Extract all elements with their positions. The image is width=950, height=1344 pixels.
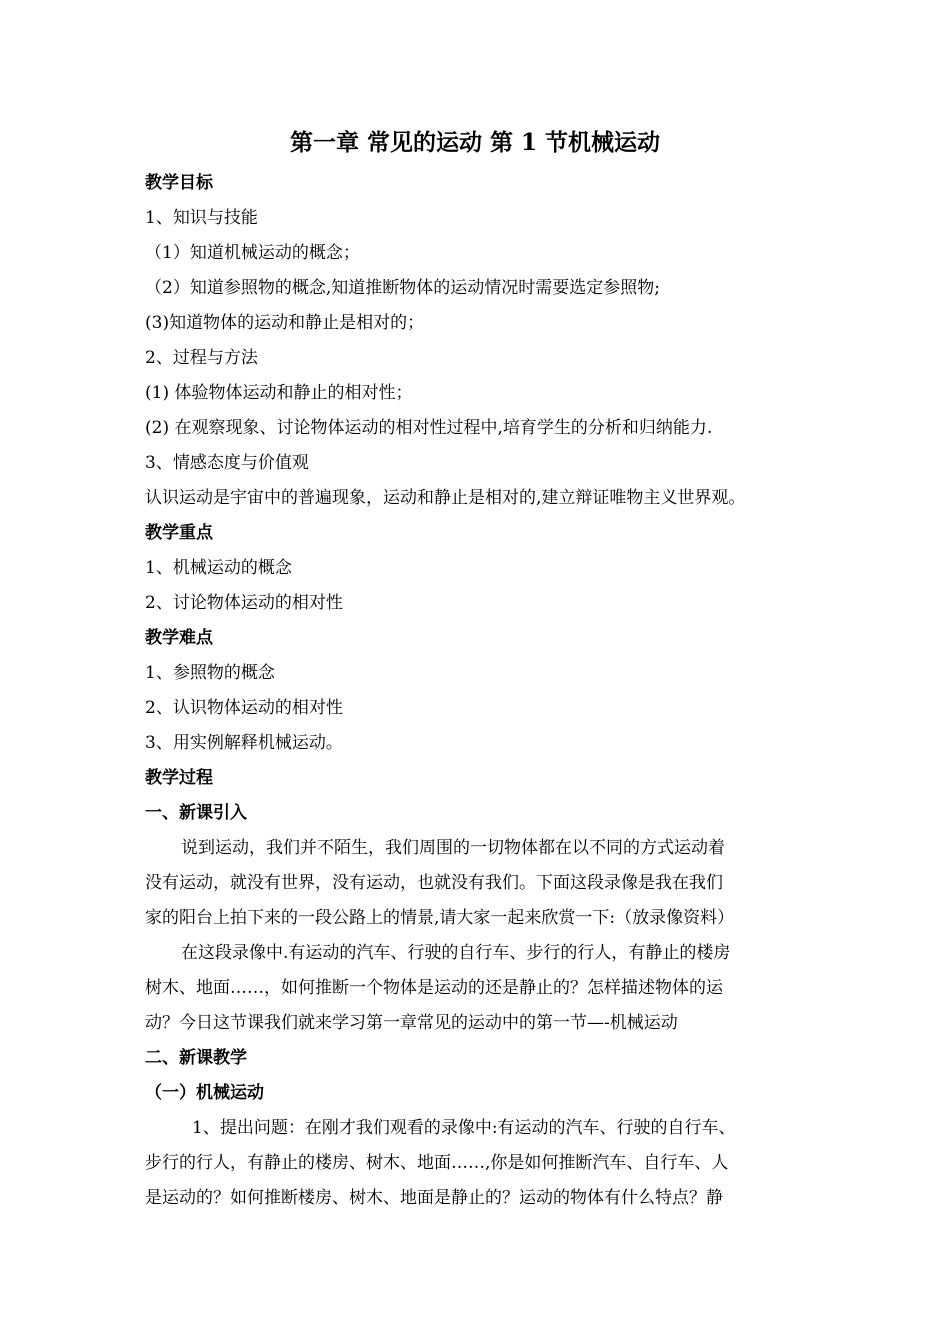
section-heading: 教学过程 — [145, 768, 213, 788]
paragraph-line: （1）知道机械运动的概念； — [145, 243, 360, 263]
paragraph-line: 步行的行人，有静止的楼房、树木、地面……,你是如何推断汽车、自行车、人 — [145, 1153, 729, 1173]
paragraph-line: 树木、地面……，如何推断一个物体是运动的还是静止的？怎样描述物体的运 — [145, 978, 723, 998]
section-heading: 教学目标 — [145, 173, 213, 193]
paragraph-line: 2、讨论物体运动的相对性 — [145, 593, 343, 613]
paragraph-line: 2、认识物体运动的相对性 — [145, 698, 343, 718]
paragraph-line: 是运动的？如何推断楼房、树木、地面是静止的？运动的物体有什么特点？静 — [145, 1188, 723, 1208]
section-heading: 教学难点 — [145, 628, 213, 648]
paragraph-line: 在这段录像中.有运动的汽车、行驶的自行车、步行的行人，有静止的楼房 — [181, 943, 731, 963]
section-heading: 教学重点 — [145, 523, 213, 543]
paragraph-line: 动？今日这节课我们就来学习第一章常见的运动中的第一节—-机械运动 — [145, 1013, 678, 1033]
section-heading: 一、新课引入 — [145, 803, 247, 823]
paragraph-line: 认识运动是宇宙中的普遍现象，运动和静止是相对的,建立辩证唯物主义世界观。 — [145, 488, 746, 508]
paragraph-line: 1、参照物的概念 — [145, 663, 275, 683]
section-heading: （一）机械运动 — [145, 1083, 264, 1103]
section-heading: 二、新课教学 — [145, 1048, 247, 1068]
paragraph-line: 1、知识与技能 — [145, 208, 258, 228]
paragraph-line: (3)知道物体的运动和静止是相对的； — [145, 313, 425, 333]
paragraph-line: 3、用实例解释机械运动。 — [145, 733, 343, 753]
paragraph-line: （2）知道参照物的概念,知道推断物体的运动情况时需要选定参照物; — [145, 278, 660, 298]
paragraph-line: 1、机械运动的概念 — [145, 558, 292, 578]
document-body — [145, 166, 835, 1216]
paragraph-line: 1、提出问题：在刚才我们观看的录像中:有运动的汽车、行驶的自行车、 — [192, 1118, 736, 1138]
paragraph-line: 说到运动，我们并不陌生，我们周围的一切物体都在以不同的方式运动着 — [181, 838, 725, 858]
paragraph-line: 没有运动，就没有世界，没有运动，也就没有我们。下面这段录像是我在我们 — [145, 873, 723, 893]
paragraph-line: (2) 在观察现象、讨论物体运动的相对性过程中,培育学生的分析和归纳能力. — [145, 418, 713, 438]
paragraph-line: 家的阳台上拍下来的一段公路上的情景,请大家一起来欣赏一下:（放录像资料） — [145, 908, 735, 928]
paragraph-line: 2、过程与方法 — [145, 348, 258, 368]
paragraph-line: 3、情感态度与价值观 — [145, 453, 309, 473]
paragraph-line: (1) 体验物体运动和静止的相对性； — [145, 383, 413, 403]
document-title: 第一章 常见的运动 第 1 节机械运动 — [289, 129, 661, 156]
